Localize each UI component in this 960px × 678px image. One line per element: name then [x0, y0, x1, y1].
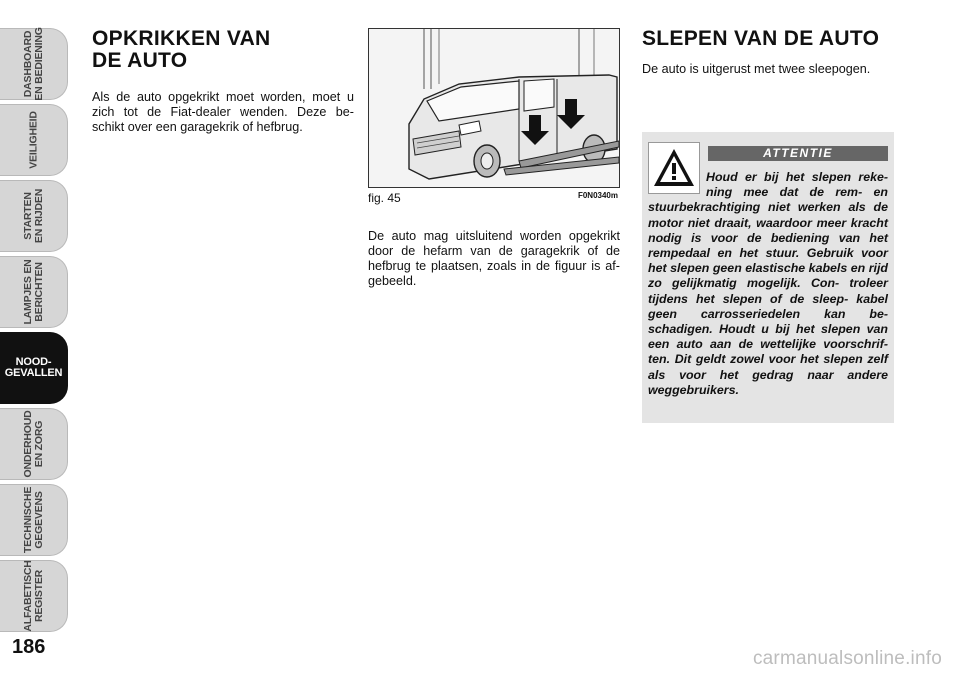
title-line: DE AUTO: [92, 49, 188, 72]
section-title: [92, 28, 354, 72]
tab-veiligheid[interactable]: [0, 104, 68, 176]
tab-label: VEILIGHEID: [27, 111, 39, 169]
figure-code: F0N0340m: [577, 191, 618, 200]
figure-description: De auto mag uitsluitend worden opgekrikt door de hefarm van de garagekrik of de hefbrug te plaatsen, zoals in de figuur is af- gebeeld.: [368, 229, 620, 288]
tab-label: TECHNISCHE GEGEVENS: [21, 486, 45, 554]
section-body: De auto is uitgerust met twee sleepogen.: [642, 62, 871, 76]
tab-label: ALFABETISCH REGISTER: [21, 560, 45, 632]
page-number: 186: [12, 636, 46, 658]
tab-noodgevallen[interactable]: [0, 332, 68, 404]
tab-label: LAMPJES EN BERICHTEN: [21, 259, 45, 325]
tab-label: NOOD- GEVALLEN: [4, 356, 63, 379]
section-body: Als de auto opgekrikt moet worden, moet u zich tot de Fiat-dealer wenden. Deze be- schikt over een garagekrik of hefbrug.: [92, 90, 354, 134]
tab-dashboard[interactable]: [0, 28, 68, 100]
warning-text: Houd er bij het slepen reke- ning mee dat de rem- en stuurbekrachtiging niet werken als de motor niet draait, waardoor meer kracht nodig is voor de bediening van het rempedaal en het stuur. Gebruik voor het slepen geen elastische kabels en rijd zo gelijkmatig mogelijk. Con- troleer tijdens het slepen of de sleep- kabel geen carrosseriedelen kan be- schadigen. Houdt u bij het slepen van een auto aan de wettelijke voorschrif- ten. Dit geldt zowel voor het slepen zelf als voor het gedrag naar andere weggebruikers.: [648, 170, 888, 397]
warning-box: [642, 132, 894, 423]
tab-label: ONDERHOUD EN ZORG: [21, 410, 45, 478]
tab-label: STARTEN EN RIJDEN: [21, 188, 45, 244]
warning-text-block: [648, 170, 888, 398]
tab-technische[interactable]: [0, 484, 68, 556]
tab-starten[interactable]: [0, 180, 68, 252]
watermark: carmanualsonline.info: [752, 648, 942, 669]
tab-alfabetisch[interactable]: [0, 560, 68, 632]
tab-label: DASHBOARD EN BEDIENING: [21, 27, 45, 101]
title-line: OPKRIKKEN VAN: [92, 27, 271, 50]
van-jacking-drawing: [369, 29, 619, 187]
section-jacking: [92, 28, 354, 135]
section-towing: [642, 28, 894, 77]
figure-label: fig. 45: [368, 191, 401, 205]
figure-caption: [368, 191, 620, 209]
van-illustration: [368, 28, 620, 188]
warning-tag: ATTENTIE: [708, 146, 888, 161]
tab-onderhoud[interactable]: [0, 408, 68, 480]
figure-column: [368, 28, 620, 289]
tab-lampjes[interactable]: [0, 256, 68, 328]
section-title: SLEPEN VAN DE AUTO: [642, 27, 880, 50]
